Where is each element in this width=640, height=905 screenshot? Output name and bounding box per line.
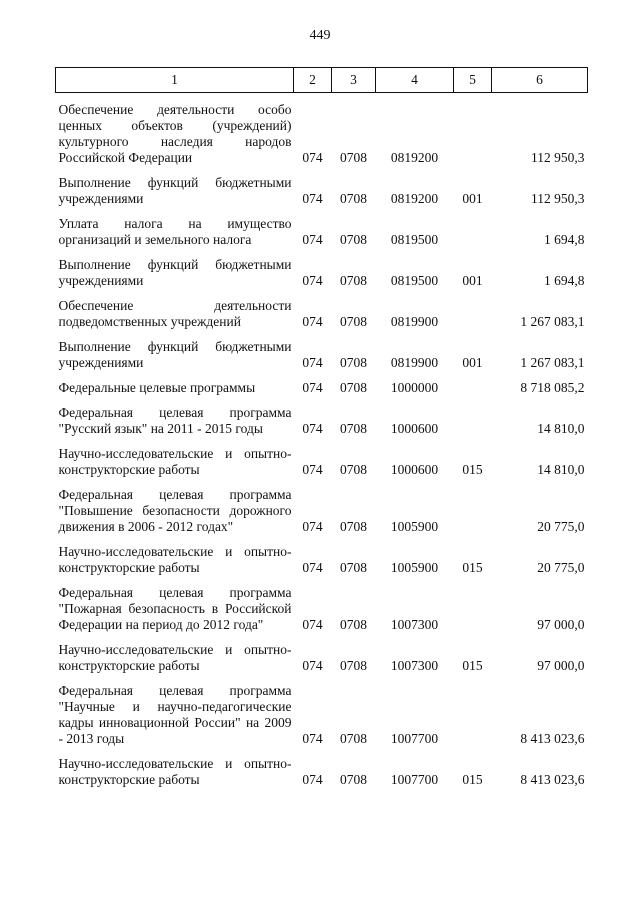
row-amount: 1 267 083,1 xyxy=(520,355,585,370)
row-section-code: 0708 xyxy=(340,273,367,288)
table-row xyxy=(56,642,588,674)
row-amount: 20 775,0 xyxy=(537,560,585,575)
row-amount: 14 810,0 xyxy=(537,421,585,436)
row-name: Выполнение функций бюджетными учреждениями xyxy=(58,339,292,370)
row-amount: 8 413 023,6 xyxy=(520,772,585,787)
row-gr-code: 074 xyxy=(302,273,323,288)
row-expense-type-code xyxy=(454,380,492,396)
row-name: Научно-исследовательские и опытно-конструкторские работы xyxy=(58,756,292,787)
row-section-code: 0708 xyxy=(340,421,367,436)
row-spacer-cell xyxy=(56,207,588,216)
row-spacer-cell xyxy=(56,289,588,298)
row-amount: 1 694,8 xyxy=(544,273,585,288)
row-gr-code: 074 xyxy=(302,617,323,632)
row-section-code: 0708 xyxy=(340,617,367,632)
row-target-code: 1000600 xyxy=(390,421,439,436)
row-name: Научно-исследовательские и опытно-конструкторские работы xyxy=(58,544,292,575)
row-spacer xyxy=(56,248,588,257)
row-expense-type-code: 001 xyxy=(462,273,483,288)
row-section-code: 0708 xyxy=(340,658,367,673)
row-spacer-cell xyxy=(56,747,588,756)
row-gr-code: 074 xyxy=(302,658,323,673)
table-row xyxy=(56,257,588,289)
row-expense-type-code xyxy=(454,487,492,535)
row-spacer xyxy=(56,166,588,175)
row-name: Обеспечение деятельности особо ценных объектов (учреждений) культурного наследия народов Российской Федерации xyxy=(58,102,292,165)
row-target-code: 1005900 xyxy=(390,519,439,534)
row-target-code: 0819900 xyxy=(390,314,439,329)
row-expense-type-code: 015 xyxy=(462,560,483,575)
row-expense-type-code: 015 xyxy=(462,772,483,787)
table-row xyxy=(56,216,588,248)
row-name: Уплата налога на имущество организаций и земельного налога xyxy=(58,216,292,247)
row-amount: 14 810,0 xyxy=(537,462,585,477)
budget-table xyxy=(55,67,588,788)
row-section-code: 0708 xyxy=(340,314,367,329)
row-name: Обеспечение деятельности подведомственных учреждений xyxy=(58,298,292,329)
table-row xyxy=(56,446,588,478)
row-spacer-cell xyxy=(56,633,588,642)
row-spacer-cell xyxy=(56,396,588,405)
row-spacer xyxy=(56,289,588,298)
row-target-code: 1007700 xyxy=(390,731,439,746)
row-target-code: 0819200 xyxy=(390,191,439,206)
row-gr-code: 074 xyxy=(302,314,323,329)
table-row xyxy=(56,544,588,576)
row-target-code: 1007700 xyxy=(390,772,439,787)
table-row xyxy=(56,405,588,437)
row-spacer xyxy=(56,674,588,683)
row-section-code: 0708 xyxy=(340,355,367,370)
row-spacer xyxy=(56,93,588,103)
row-gr-code: 074 xyxy=(302,772,323,787)
row-section-code: 0708 xyxy=(340,519,367,534)
table-row xyxy=(56,585,588,633)
table-row xyxy=(56,298,588,330)
row-spacer-cell xyxy=(56,166,588,175)
row-expense-type-code xyxy=(454,405,492,437)
row-expense-type-code: 001 xyxy=(462,191,483,206)
row-expense-type-code: 015 xyxy=(462,658,483,673)
row-gr-code: 074 xyxy=(302,560,323,575)
row-expense-type-code xyxy=(454,683,492,747)
row-name: Выполнение функций бюджетными учреждениями xyxy=(58,257,292,288)
row-target-code: 1000600 xyxy=(390,462,439,477)
row-section-code: 0708 xyxy=(340,731,367,746)
table-row xyxy=(56,102,588,166)
row-name: Федеральная целевая программа "Русский язык" на 2011 - 2015 годы xyxy=(58,405,292,436)
row-spacer xyxy=(56,576,588,585)
row-gr-code: 074 xyxy=(302,232,323,247)
row-spacer xyxy=(56,371,588,380)
table-row xyxy=(56,756,588,788)
row-target-code: 0819500 xyxy=(390,232,439,247)
table-row xyxy=(56,487,588,535)
row-amount: 1 694,8 xyxy=(544,232,585,247)
row-spacer xyxy=(56,437,588,446)
row-amount: 112 950,3 xyxy=(531,191,585,206)
table-row xyxy=(56,683,588,747)
row-section-code: 0708 xyxy=(340,191,367,206)
row-spacer-cell xyxy=(56,248,588,257)
row-spacer-cell xyxy=(56,535,588,544)
row-gr-code: 074 xyxy=(302,462,323,477)
row-name: Выполнение функций бюджетными учреждениями xyxy=(58,175,292,206)
row-spacer-cell xyxy=(56,371,588,380)
header-col-1: 1 xyxy=(56,68,294,93)
row-spacer-cell xyxy=(56,478,588,487)
row-expense-type-code xyxy=(454,298,492,330)
row-gr-code: 074 xyxy=(302,380,323,395)
row-amount: 1 267 083,1 xyxy=(520,314,585,329)
table-row xyxy=(56,175,588,207)
header-col-5: 5 xyxy=(454,68,492,93)
row-target-code: 0819900 xyxy=(390,355,439,370)
row-spacer xyxy=(56,535,588,544)
row-target-code: 1007300 xyxy=(390,617,439,632)
row-gr-code: 074 xyxy=(302,355,323,370)
row-section-code: 0708 xyxy=(340,150,367,165)
row-target-code: 1005900 xyxy=(390,560,439,575)
table-body xyxy=(56,93,588,789)
row-amount: 112 950,3 xyxy=(531,150,585,165)
page-number: 449 xyxy=(309,28,331,43)
row-amount: 97 000,0 xyxy=(537,617,585,632)
row-spacer xyxy=(56,207,588,216)
table-row xyxy=(56,380,588,396)
header-col-4: 4 xyxy=(376,68,454,93)
row-gr-code: 074 xyxy=(302,731,323,746)
row-spacer-cell xyxy=(56,330,588,339)
header-col-3: 3 xyxy=(332,68,376,93)
row-target-code: 0819500 xyxy=(390,273,439,288)
row-spacer xyxy=(56,330,588,339)
row-name: Научно-исследовательские и опытно-конструкторские работы xyxy=(58,446,292,477)
row-amount: 8 413 023,6 xyxy=(520,731,585,746)
row-expense-type-code: 001 xyxy=(462,355,483,370)
row-name: Научно-исследовательские и опытно-конструкторские работы xyxy=(58,642,292,673)
header-col-6: 6 xyxy=(492,68,588,93)
row-spacer xyxy=(56,747,588,756)
row-target-code: 0819200 xyxy=(390,150,439,165)
header-row xyxy=(56,68,588,93)
row-name: Федеральная целевая программа "Научные и научно-педагогические кадры инновационной России" на 2009 - 2013 годы xyxy=(58,683,292,746)
row-spacer xyxy=(56,396,588,405)
row-expense-type-code xyxy=(454,102,492,166)
header-col-2: 2 xyxy=(294,68,332,93)
row-gr-code: 074 xyxy=(302,150,323,165)
row-name: Федеральная целевая программа "Пожарная безопасность в Российской Федерации на период до 2012 года" xyxy=(58,585,292,632)
row-spacer xyxy=(56,478,588,487)
row-spacer-cell xyxy=(56,576,588,585)
row-amount: 8 718 085,2 xyxy=(520,380,585,395)
row-expense-type-code xyxy=(454,585,492,633)
row-spacer-cell xyxy=(56,93,588,103)
row-target-code: 1000000 xyxy=(390,380,439,395)
row-section-code: 0708 xyxy=(340,380,367,395)
row-gr-code: 074 xyxy=(302,519,323,534)
row-section-code: 0708 xyxy=(340,560,367,575)
row-name: Федеральные целевые программы xyxy=(58,380,256,395)
row-amount: 97 000,0 xyxy=(537,658,585,673)
row-spacer xyxy=(56,633,588,642)
row-name: Федеральная целевая программа "Повышение безопасности дорожного движения в 2006 - 2012 годах" xyxy=(58,487,292,534)
row-spacer-cell xyxy=(56,437,588,446)
row-gr-code: 074 xyxy=(302,421,323,436)
row-spacer-cell xyxy=(56,674,588,683)
row-expense-type-code: 015 xyxy=(462,462,483,477)
row-amount: 20 775,0 xyxy=(537,519,585,534)
row-section-code: 0708 xyxy=(340,232,367,247)
row-section-code: 0708 xyxy=(340,462,367,477)
row-expense-type-code xyxy=(454,216,492,248)
row-section-code: 0708 xyxy=(340,772,367,787)
row-target-code: 1007300 xyxy=(390,658,439,673)
row-gr-code: 074 xyxy=(302,191,323,206)
table-row xyxy=(56,339,588,371)
table-header xyxy=(56,68,588,93)
